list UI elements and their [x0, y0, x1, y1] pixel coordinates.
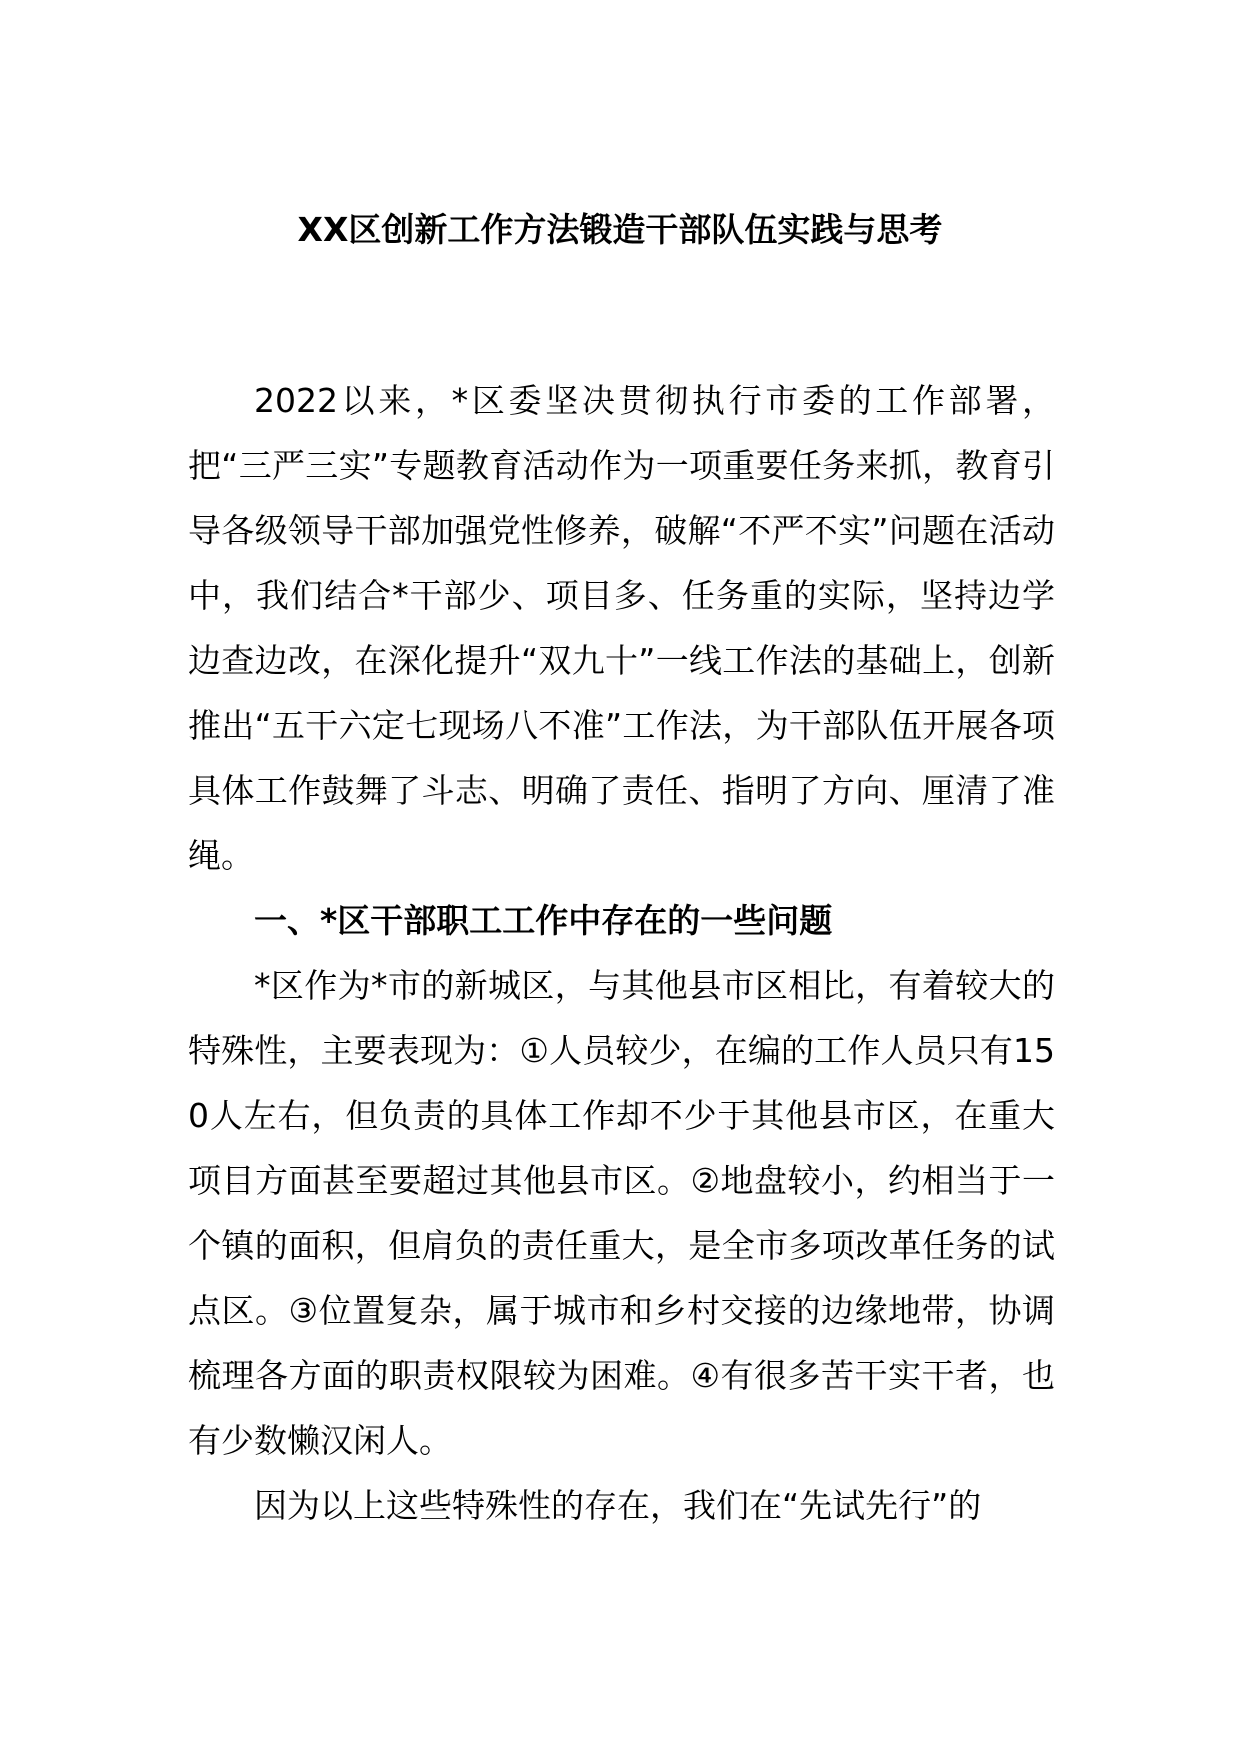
document-title: XX区创新工作方法锻造干部队伍实践与思考	[297, 210, 943, 249]
paragraph-continuation: 因为以上这些特殊性的存在，我们在“先试先行”的	[254, 1486, 982, 1525]
section-heading-1: 一、*区干部职工工作中存在的一些问题	[254, 901, 833, 940]
document-body	[188, 368, 1055, 1538]
paragraph-problems: *区作为*市的新城区，与其他县市区相比，有着较大的特殊性，主要表现为：①人员较少，在编的工作人员只有150人左右，但负责的具体工作却不少于其他县市区，在重大项目方面甚至要超过其他县市区。②地盘较小，约相当于一个镇的面积，但肩负的责任重大，是全市多项改革任务的试点区。③位置复杂，属于城市和乡村交接的边缘地带，协调梳理各方面的职责权限较为困难。④有很多苦干实干者，也有少数懒汉闲人。	[188, 966, 1055, 1460]
paragraph-intro: 2022以来，*区委坚决贯彻执行市委的工作部署，把“三严三实”专题教育活动作为一项重要任务来抓，教育引导各级领导干部加强党性修养，破解“不严不实”问题在活动中，我们结合*干部少、项目多、任务重的实际，坚持边学边查边改，在深化提升“双九十”一线工作法的基础上，创新推出“五干六定七现场八不准”工作法，为干部队伍开展各项具体工作鼓舞了斗志、明确了责任、指明了方向、厘清了准绳。	[188, 381, 1055, 875]
